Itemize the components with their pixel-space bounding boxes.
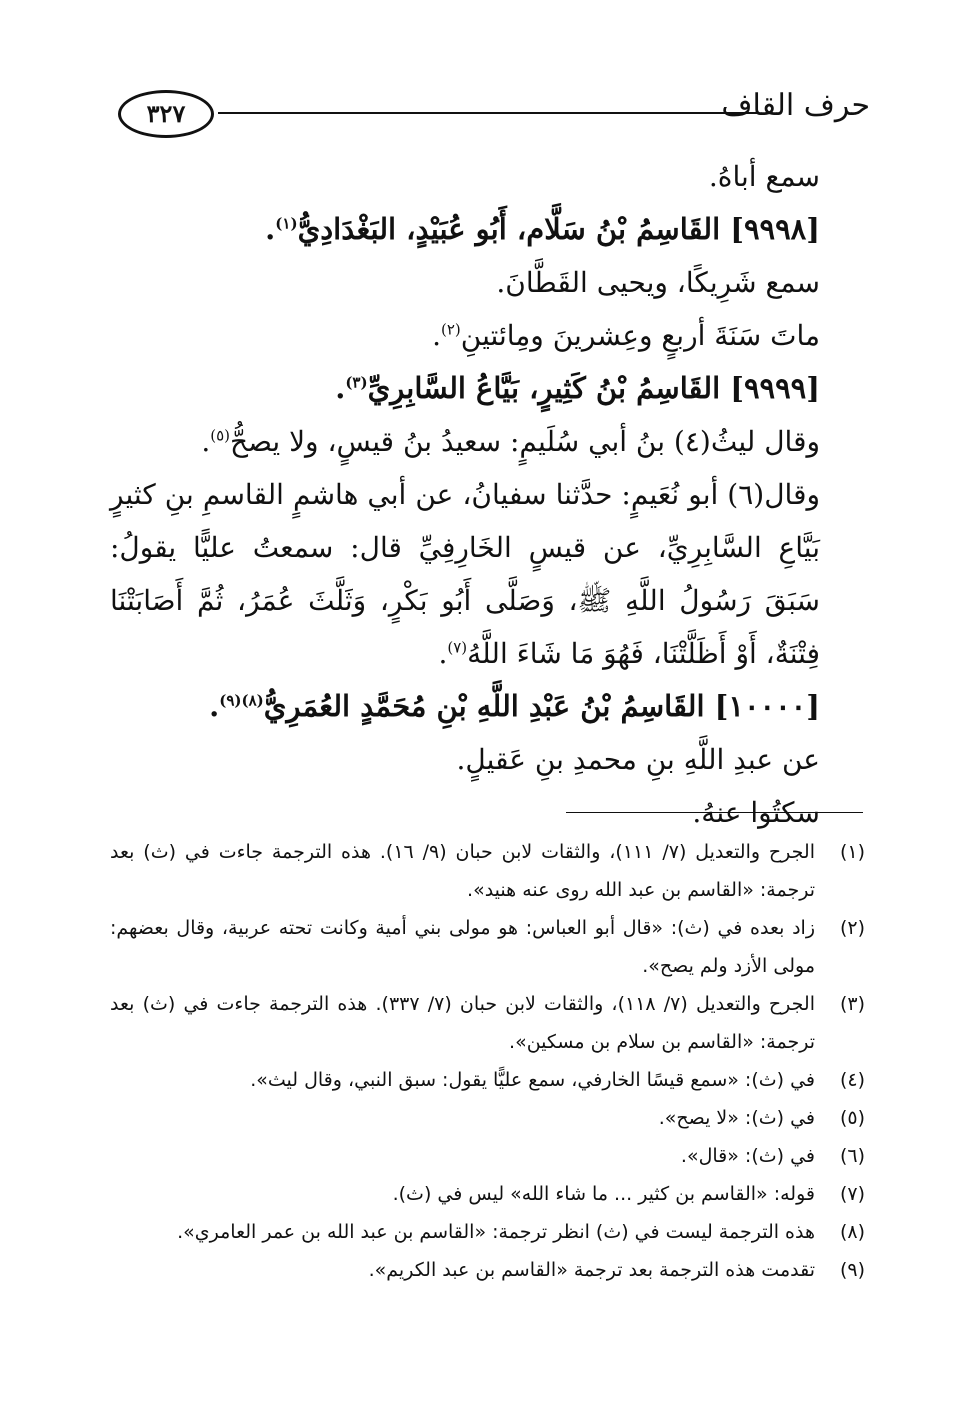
footnote-ref: (٥): [210, 426, 231, 445]
footnote-text: في (ث): «سمع قيسًا الخارفي، سمع عليًّا يقول: سبق النبي، وقال ليث».: [250, 1069, 815, 1091]
running-title: حرف القاف: [721, 88, 870, 123]
footnote-ref: (٧): [447, 638, 468, 657]
footnote-text: زاد بعده في (ث): «قال أبو العباس: هو مولى بني أمية وكانت تحته عربية، وقال بعضهم: مولى الأزد ولم يصح».: [110, 917, 815, 977]
footnote-number: (٤): [839, 1069, 865, 1091]
footnote-number: (٧): [839, 1183, 865, 1205]
footnote-ref: (١): [275, 214, 298, 233]
footnote-text: في (ث): «قال».: [680, 1145, 815, 1167]
header-rule: [218, 112, 758, 114]
footnote-separator: [566, 812, 863, 813]
text-line: ماتَ سَنَةَ أربعٍ وعِشرينَ ومِائتينِ$^{(٢)}$.: [432, 319, 820, 352]
entry-heading: [٩٩٩٩] القَاسِمُ بْنُ كَثِيرٍ، بَيَّاعُ السَّابِرِيِّ$^{(٣)}$.: [335, 371, 820, 405]
footnote: [110, 1251, 865, 1289]
text-line: سمع شَرِيكًا، ويحيى القَطَّانَ.: [496, 266, 820, 299]
footnote-number: (١): [839, 841, 865, 863]
footnote: [110, 833, 865, 909]
text-line: عن عبدِ اللَّهِ بنِ محمدِ بنِ عَقيلٍ.: [456, 743, 820, 776]
page-number: ٣٢٧: [118, 90, 214, 138]
footnote-number: (٦): [839, 1145, 865, 1167]
footnote: [110, 985, 865, 1061]
footnote: [110, 1213, 865, 1251]
footnote-text: في (ث): «لا يصح».: [658, 1107, 815, 1129]
footnote: [110, 1175, 865, 1213]
footnotes: [110, 833, 865, 1289]
footnote-number: (٨): [839, 1221, 865, 1243]
footnote-ref: (٣): [345, 373, 368, 392]
footnote: [110, 1137, 865, 1175]
footnote-number: (٥): [839, 1107, 865, 1129]
text-line: وقال ليثُ(٤) بنُ أبي سُلَيمٍ: سعيدُ بنُ قيسٍ، ولا يصحُّ$^{(٥)}$.: [201, 425, 820, 458]
entry-heading: [٩٩٩٨] القَاسِمُ بْنُ سَلَّام، أَبُو عُبَيْدٍ، البَغْدَادِيُّ$^{(١)}$.: [265, 212, 820, 246]
text-line: سكتُوا عنهُ.: [692, 796, 820, 829]
footnote-text: الجرح والتعديل (٧/ ١١٨)، والثقات لابن حبان (٧/ ٣٣٧). هذه الترجمة جاءت في (ث) بعد ترجمة: «القاسم بن سلام بن مسكين».: [110, 993, 815, 1053]
footnote-ref: (٢): [440, 320, 461, 339]
footnote-number: (٢): [839, 917, 865, 939]
page-header: [110, 88, 870, 140]
hadith-paragraph: وقال(٦) أبو نُعَيمٍ: حدَّثنا سفيانُ، عن أبي هاشمٍ القاسمِ بنِ كثيرٍ بَيَّاعِ السَّابِرِيِّ، عن قيسٍ الخَارِفِيِّ قال: سمعتُ عليًّا يقولُ: سَبَقَ رَسُولُ اللَّهِ ﷺ، وَصَلَّى أَبُو بَكْرٍ، وَثَلَّثَ عُمَرُ، ثُمَّ أَصَابَتْنَا فِتْنَةٌ، أَوْ أَظَلَّتْنَا، فَهُوَ مَا شَاءَ اللَّهُ$^{(٧)}$.: [110, 478, 820, 670]
footnote-text: هذه الترجمة ليست في (ث) انظر ترجمة: «القاسم بن عبد الله بن عمر العامري».: [177, 1221, 815, 1243]
footnote-text: قوله: «القاسم بن كثير ... ما شاء الله» ليس في (ث).: [392, 1183, 815, 1205]
footnote: [110, 1099, 865, 1137]
main-text: [110, 150, 820, 839]
footnote-ref: (٨)(٩): [219, 691, 264, 710]
footnote-text: تقدمت هذه الترجمة بعد ترجمة «القاسم بن عبد الكريم».: [368, 1259, 815, 1281]
footnote: [110, 1061, 865, 1099]
footnote-number: (٩): [839, 1259, 865, 1281]
footnote-text: الجرح والتعديل (٧/ ١١١)، والثقات لابن حبان (٩/ ١٦). هذه الترجمة جاءت في (ث) بعد ترجمة: «القاسم بن عبد الله روى عنه هنيد».: [110, 841, 816, 901]
footnote-number: (٣): [839, 993, 865, 1015]
entry-heading: [١٠٠٠٠] القَاسِمُ بْنُ عَبْدِ اللَّهِ بْنِ مُحَمَّدٍ العُمَرِيُّ$^{(٨)(٩)}$.: [209, 689, 820, 723]
footnote: [110, 909, 865, 985]
text-line: سمع أباهُ.: [708, 160, 820, 193]
